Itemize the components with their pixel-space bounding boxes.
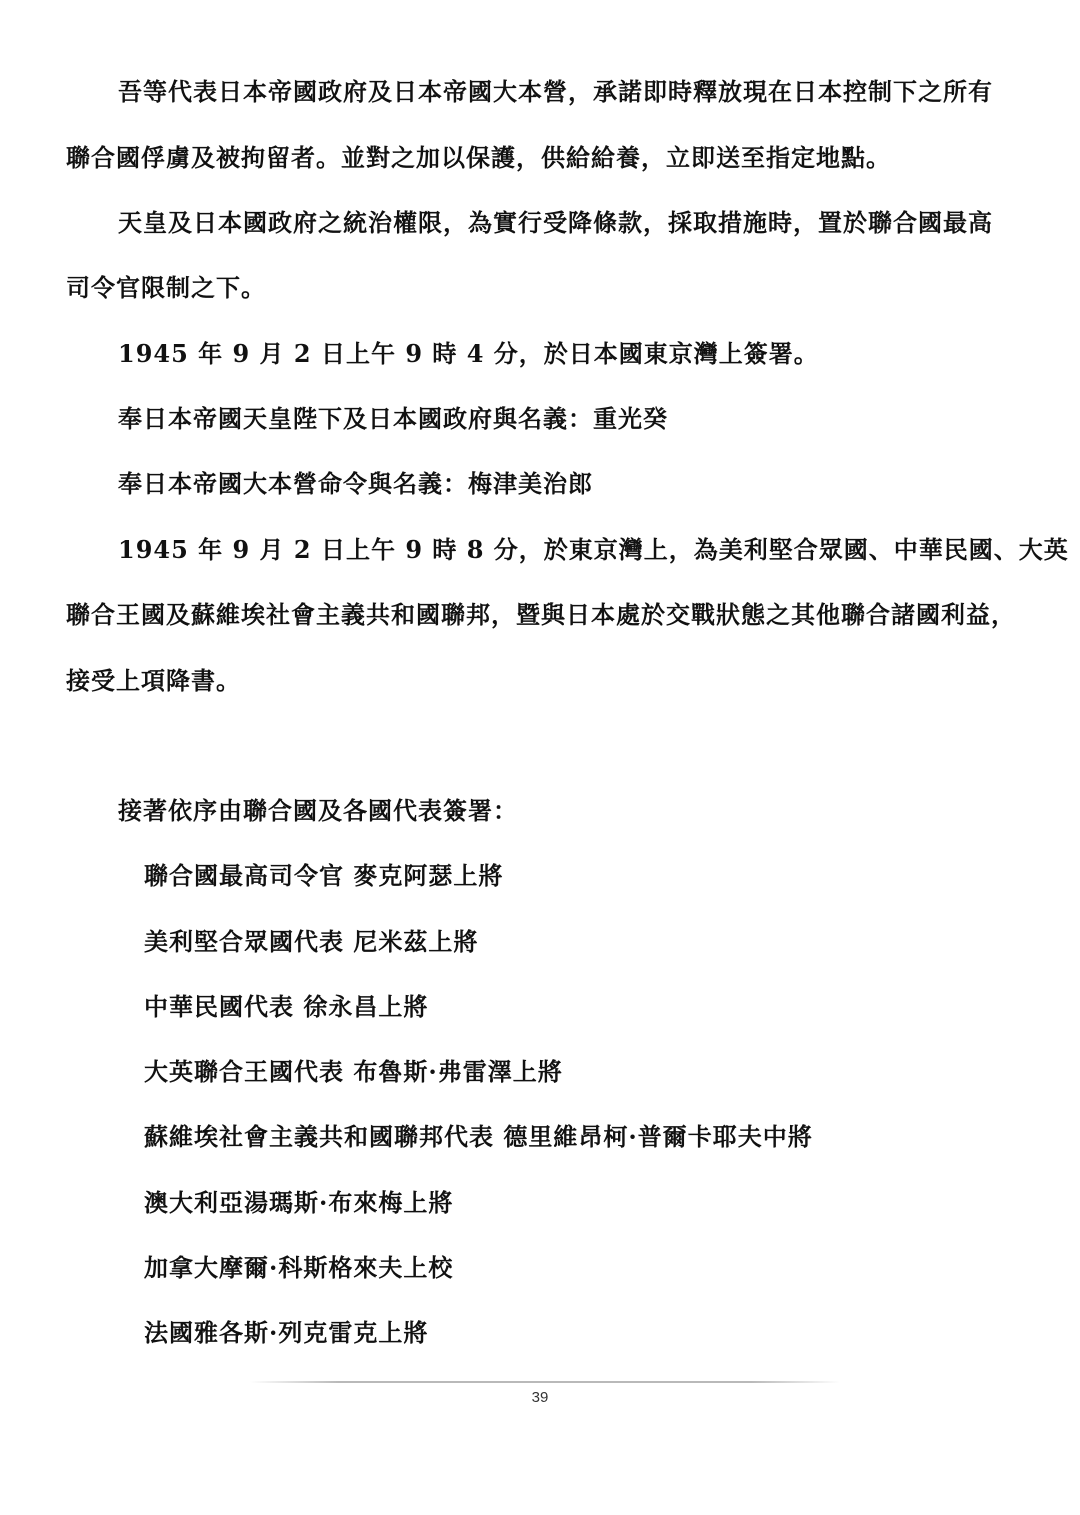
- paragraph-line: 聯合王國及蘇維埃社會主義共和國聯邦，暨與日本處於交戰狀態之其他聯合諸國利益，: [66, 600, 1016, 629]
- paragraph-line: 奉日本帝國大本營命令與名義：梅津美治郎: [118, 469, 593, 498]
- signatory-item: 大英聯合王國代表 布魯斯·弗雷澤上將: [144, 1057, 563, 1086]
- paragraph-line: 司令官限制之下。: [66, 273, 266, 302]
- page-number: 39: [531, 1389, 549, 1406]
- paragraph-line: 吾等代表日本帝國政府及日本帝國大本營，承諾即時釋放現在日本控制下之所有: [118, 77, 993, 106]
- signatory-item: 加拿大摩爾·科斯格來夫上校: [144, 1253, 454, 1282]
- paragraph-line: 聯合國俘虜及被拘留者。並對之加以保護，供給給養，立即送至指定地點。: [66, 143, 891, 172]
- footer-divider: [250, 1381, 840, 1383]
- paragraph-line: 1945 年 9 月 2 日上午 9 時 4 分，於日本國東京灣上簽署。: [118, 339, 819, 368]
- signatory-item: 澳大利亞湯瑪斯·布來梅上將: [144, 1188, 454, 1217]
- signatory-item: 中華民國代表 徐永昌上將: [144, 992, 429, 1021]
- paragraph-line: 天皇及日本國政府之統治權限，為實行受降條款，採取措施時，置於聯合國最高: [118, 208, 993, 237]
- paragraph-line: 接受上項降書。: [66, 666, 241, 695]
- signatory-item: 聯合國最高司令官 麥克阿瑟上將: [144, 861, 504, 890]
- signatory-item: 蘇維埃社會主義共和國聯邦代表 德里維昂柯·普爾卡耶夫中將: [144, 1122, 813, 1151]
- paragraph-line: 奉日本帝國天皇陛下及日本國政府與名義：重光癸: [118, 404, 668, 433]
- signatories-intro: 接著依序由聯合國及各國代表簽署：: [118, 796, 518, 825]
- signatory-item: 美利堅合眾國代表 尼米茲上將: [144, 927, 479, 956]
- paragraph-line: 1945 年 9 月 2 日上午 9 時 8 分，於東京灣上，為美利堅合眾國、中華民國、大英: [118, 535, 1069, 564]
- signatory-item: 法國雅各斯·列克雷克上將: [144, 1318, 429, 1347]
